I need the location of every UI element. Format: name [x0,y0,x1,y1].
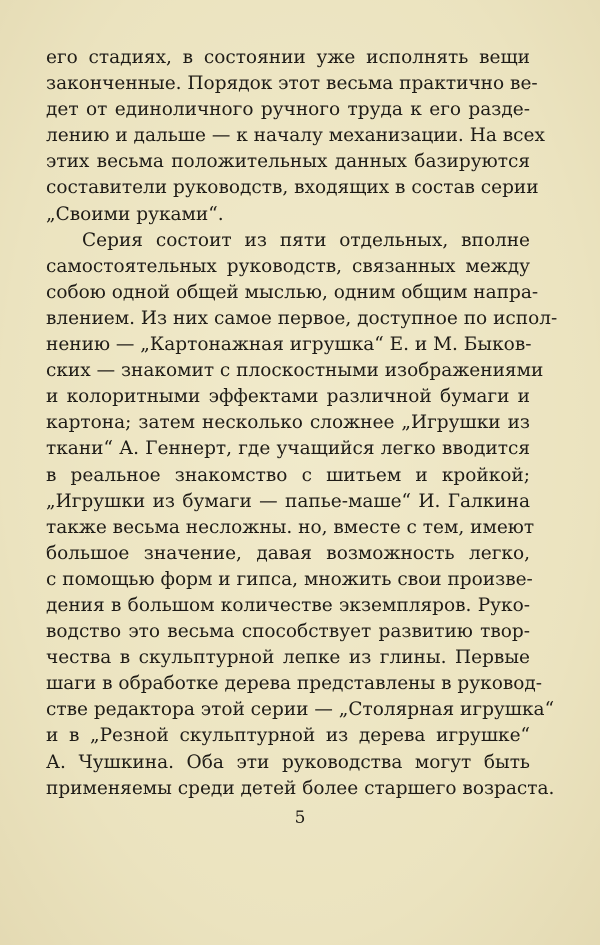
text-line: „Своими руками“. [46,203,224,225]
text-line: собою одной общей мыслью, одним общим напра- [46,281,539,303]
text-line: влением. Из них самое первое, доступное по испол- [46,307,558,329]
text-line: водство это весьма способствует развитию твор- [46,621,530,643]
text-line: стве редактора этой серии — „Столярная игрушка“ [46,699,555,721]
paragraph [46,228,558,802]
text-line: большое значение, давая возможность легко, [46,542,530,564]
text-line: составители руководств, входящих в состав серии [46,177,539,199]
text-line: дет от единоличного ручного труда к его разде- [46,99,530,121]
text-line: его стадиях, в состоянии уже исполнять вещи [46,47,530,68]
text-line: нению — „Картонажная игрушка“ Е. и М. Быков- [46,334,532,356]
text-line: применяемы среди детей более старшего возраста. [46,777,555,799]
page-number: 5 [294,808,306,828]
text-line: также весьма несложны. но, вместе с тем, имеют [46,516,535,538]
text-line: лению и дальше — к началу механизации. На всех [46,125,545,147]
text-line: дения в большом количестве экземпляров. Руко- [46,594,530,616]
text-line: и в „Резной скульптурной из дерева игрушке“ [46,725,530,747]
paragraph [46,45,545,228]
text-line: Серия состоит из пяти отдельных, вполне [82,229,530,251]
text-line: чества в скульптурной лепке из глины. Первые [46,647,530,669]
text-line: и колоритными эффектами различной бумаги и [46,386,530,408]
text-line: законченные. Порядок этот весьма практично ве- [46,73,538,95]
text-line: шаги в обработке дерева представлены в руковод- [46,673,543,695]
text-line: этих весьма положительных данных базируются [46,151,530,173]
body-text [46,45,558,802]
text-line: А. Чушкина. Оба эти руководства могут быть [46,751,530,773]
text-line: „Игрушки из бумаги — папье-маше“ И. Галкина [46,490,530,512]
text-line: в реальное знакомство с шитьем и кройкой; [46,464,530,486]
text-line: самостоятельных руководств, связанных между [46,255,530,277]
text-line: ткани“ А. Геннерт, где учащийся легко вводится [46,438,530,460]
text-line: ских — знакомит с плоскостными изображениями [46,360,544,382]
text-line: с помощью форм и гипса, множить свои произве- [46,568,533,590]
text-line: картона; затем несколько сложнее „Игрушки из [46,412,530,434]
